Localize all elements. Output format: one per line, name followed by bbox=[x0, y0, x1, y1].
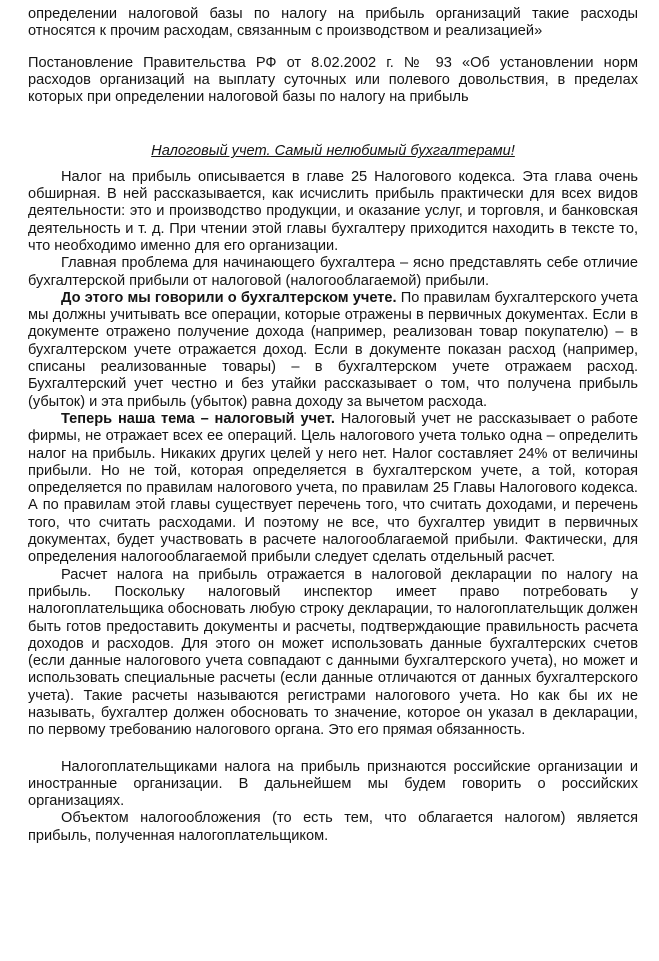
paragraph-accounting-body: По правилам бухгалтерского учета мы должны учитывать все операции, которые отражены в первичных документах. Если в документе отражено получение дохода (например, реализован товар покупателю) – в бухгалтерском учете отражается доход. Если в документе показан расход (например, списаны реализованные товары) – в бухгалтерском учете отражаем расход. Бухгалтерский учет честно и без утайки рассказывает о том, что получена прибыль (убыток) и эта прибыль (убыток) равна доходу за вычетом расхода. bbox=[28, 289, 638, 410]
paragraph-tax-chapter: Налог на прибыль описывается в главе 25 Налогового кодекса. Эта глава очень обширная. В ней рассказывается, как исчислить прибыль практически для всех видов деятельности: это и производство продукции, и оказание услуг, и торговля, и банковская деятельность и т. д. При чтении этой главы бухгалтеру приходится находить в тексте то, что необходимо именно для его организации. bbox=[28, 168, 638, 254]
section-heading: Налоговый учет. Самый нелюбимый бухгалтерами! bbox=[151, 143, 515, 160]
paragraph-tax-accounting-lead: Теперь наша тема – налоговый учет. bbox=[61, 410, 335, 427]
paragraph-taxpayers: Налогоплательщиками налога на прибыль признаются российские организации и иностранные организации. В дальнейшем мы будем говорить о российских организациях. bbox=[28, 758, 638, 810]
paragraph-tax-accounting bbox=[28, 411, 638, 567]
paragraph-declaration: Расчет налога на прибыль отражается в налоговой декларации по налогу на прибыль. Поскольку налоговый инспектор имеет право потребовать у налогоплательщика обосновать любую строку декларации, то налогоплательщик должен быть готов предоставить документы и расчеты, подтверждающие правильность расчета доходов и расходов. Для этого он может использовать данные бухгалтерских счетов (если данные налогового учета совпадают с данными бухгалтерского учета), но может и использовать специальные расчеты (если данные отличаются от данных бухгалтерского учета). Такие расчеты называются регистрами налогового учета. Но как бы их не называть, бухгалтер должен обосновать то значение, которое он указал в декларации, по первому требованию налогового органа. Это его прямая обязанность. bbox=[28, 566, 638, 739]
document-page bbox=[28, 0, 638, 845]
quote-end-paragraph: определении налоговой базы по налогу на прибыль организаций такие расходы относятся к прочим расходам, связанным с производством и реализацией» bbox=[28, 6, 638, 40]
paragraph-taxation-object: Объектом налогообложения (то есть тем, что облагается налогом) является прибыль, полученная налогоплательщиком. bbox=[28, 810, 638, 844]
paragraph-tax-accounting-body: Налоговый учет не рассказывает о работе фирмы, не отражает всех ее операций. Цель налогового учета только одна – определить налог на прибыль. Никаких других целей у него нет. Налог составляет 24% от величины прибыли. Но не той, которая определяется в бухгалтерском учете, а той, которая определяется по правилам налогового учета, по правилам 25 Главы Налогового кодекса. А по правилам этой главы существует перечень того, что считать доходами, и перечень того, что считать расходами. И поэтому не все, что бухгалтер увидит в первичных документах, будет участвовать в расчете налогооблагаемой прибыли. Фактически, для определения налогооблагаемой прибыли следует сделать отдельный расчет. bbox=[28, 410, 639, 566]
decree-paragraph: Постановление Правительства РФ от 8.02.2002 г. № 93 «Об установлении норм расходов организаций на выплату суточных или полевого довольствия, в пределах которых при определении налоговой базы по налогу на прибыль bbox=[28, 54, 638, 106]
paragraph-accounting bbox=[28, 290, 638, 411]
paragraph-accounting-lead: До этого мы говорили о бухгалтерском учете. bbox=[61, 289, 397, 306]
paragraph-main-problem: Главная проблема для начинающего бухгалтера – ясно представлять себе отличие бухгалтерской прибыли от налоговой (налогооблагаемой) прибыли. bbox=[28, 255, 638, 289]
